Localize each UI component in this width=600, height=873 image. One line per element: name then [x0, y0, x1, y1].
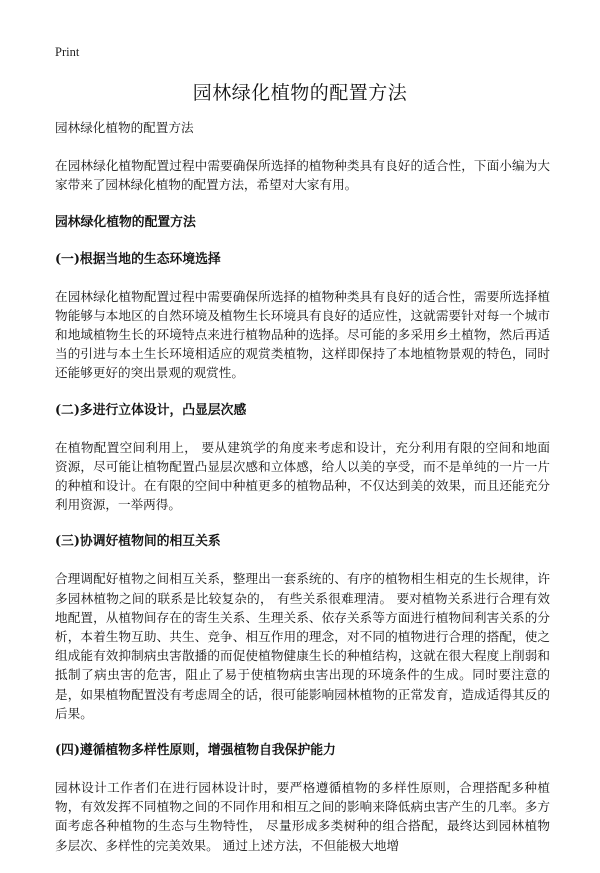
section-3-body: 合理调配好植物之间相互关系，整理出一套系统的、有序的植物相生相克的生长规律，许多园林植物之间的联系是比较复杂的， 有些关系很难理清。 要对植物关系进行合理有效地配置，从植物间存在的寄生关系、生理关系、依存关系等方面进行植物间利害关系的分析，本着生物互助、共生、竞争、相互作用的理念，对不同的植物进行合理的搭配，使之组成能有效抑制病虫害散播的而促使植物健康生长的种植结构，这就在很大程度上削弱和抵制了病虫害的危害，阻止了易于使植物病虫害出现的环境条件的生成。同时要注意的是，如果植物配置没有考虑周全的话，很可能影响园林植物的正常发育，造成适得其反的后果。 — [55, 571, 550, 721]
section-4-heading: (四)遵循植物多样性原则，增强植物自我保护能力 — [55, 743, 336, 759]
section-3-heading: (三)协调好植物间的相互关系 — [55, 534, 221, 550]
section-1-heading: (一)根据当地的生态环境选择 — [55, 251, 221, 267]
section-heading: 园林绿化植物的配置方法 — [55, 214, 196, 230]
intro-paragraph: 在园林绿化植物配置过程中需要确保所选择的植物种类具有良好的适合性，下面小编为大家带来了园林绿化植物的配置方法，希望对大家有用。 — [55, 158, 550, 193]
article-subtitle: 园林绿化植物的配置方法 — [55, 120, 194, 135]
section-4-body: 园林设计工作者们在进行园林设计时，要严格遵循植物的多样性原则，合理搭配多种植物，有效发挥不同植物之间的不同作用和相互之间的影响来降低病虫害产生的几率。多方面考虑各种植物的生态与生物特性， 尽量形成多类树种的组合搭配，最终达到园林植物多层次、多样性的完美效果。 通过上述方法，不但能极大地增 — [55, 780, 550, 853]
section-2-body: 在植物配置空间利用上， 要从建筑学的角度来考虑和设计，充分利用有限的空间和地面资源，尽可能让植物配置凸显层次感和立体感，给人以美的享受，而不是单纯的一片一片的种植和设计。在有限的空间中种植更多的植物品种，不仅达到美的效果，而且还能充分利用资源，一举两得。 — [55, 439, 550, 513]
section-1-body: 在园林绿化植物配置过程中需要确保所选择的植物种类具有良好的适合性，需要所选择植物能够与本地区的自然环境及植物生长环境具有良好的适应性，这就需要针对每一个城市和地域植物生长的环境特点来进行植物品种的选择。尽可能的多采用乡土植物，然后再适当的引进与本土生长环境相适应的观赏类植物，这样即保持了本地植物景观的特色，同时还能够更好的突出景观的观赏性。 — [55, 288, 550, 381]
section-2-heading: (二)多进行立体设计，凸显层次感 — [55, 402, 247, 418]
article-body — [55, 118, 550, 873]
document-title: 园林绿化植物的配置方法 — [192, 82, 408, 104]
print-link[interactable]: Print — [55, 45, 80, 59]
